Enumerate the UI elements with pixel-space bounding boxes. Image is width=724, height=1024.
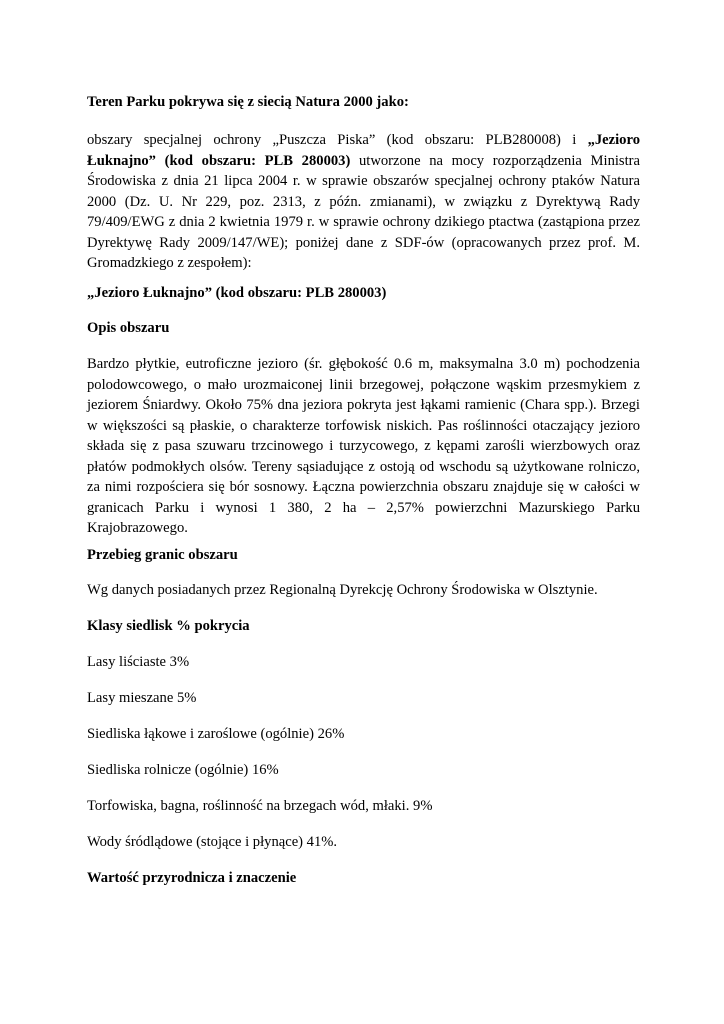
site-heading: „Jezioro Łuknajno” (kod obszaru: PLB 280003) [87,285,387,301]
habitat-class-item: Lasy mieszane 5% [87,690,197,706]
klasy-heading: Klasy siedlisk % pokrycia [87,618,250,634]
intro-paragraph [87,130,640,274]
granice-heading: Przebieg granic obszaru [87,547,238,563]
habitat-class-item: Torfowiska, bagna, roślinność na brzegach wód, młaki. 9% [87,798,433,814]
wartosc-heading: Wartość przyrodnicza i znaczenie [87,870,297,886]
granice-paragraph: Wg danych posiadanych przez Regionalną Dyrekcję Ochrony Środowiska w Olsztynie. [87,582,598,598]
intro-text-part1: obszary specjalnej ochrony „Puszcza Piska” (kod obszaru: PLB280008) i [87,132,588,148]
habitat-class-item: Siedliska rolnicze (ogólnie) 16% [87,762,279,778]
opis-paragraph: Bardzo płytkie, eutroficzne jezioro (śr. głębokość 0.6 m, maksymalna 3.0 m) pochodzenia polodowcowego, o mało urozmaiconej linii brzegowej, połączone wąskim przesmykiem z jeziorem Śniardwy. Około 75% dna jeziora pokryta jest łąkami ramienic (Chara spp.). Brzegi w większości są płaskie, o charakterze torfowisk niskich. Pas roślinności otaczający jezioro składa się z pasa szuwaru trzcinowego i turzycowego, z kępami zarośli wierzbowych oraz płatów podmokłych olsów. Tereny sąsiadujące z ostoją od wschodu są użytkowane rolniczo, za nimi rozpościera się bór sosnowy. Łączna powierzchnia obszaru znajduje się w całości w granicach Parku i wynosi 1 380, 2 ha – 2,57% powierzchni Mazurskiego Parku Krajobrazowego. [87,356,640,536]
habitat-class-item: Wody śródlądowe (stojące i płynące) 41%. [87,834,338,850]
intro-text-part3: utworzone na mocy rozporządzenia Ministra Środowiska z dnia 21 lipca 2004 r. w sprawie obszarów specjalnej ochrony ptaków Natura 2000 (Dz. U. Nr 229, poz. 2313, z późn. zmianami), w związku z Dyrektywą Rady 79/409/EWG z dnia 2 kwietnia 1979 r. w sprawie ochrony dzikiego ptactwa (zastąpiona przez Dyrektywę Rady 2009/147/WE); poniżej dane z SDF-ów (opracowanych przez prof. M. Gromadzkiego z zespołem): [87,152,640,271]
habitat-class-item: Lasy liściaste 3% [87,654,190,670]
intro-text-site-name: „Jezioro Łuknajno” (kod obszaru: PLB 280003) [87,132,640,169]
main-heading: Teren Parku pokrywa się z siecią Natura 2000 jako: [87,94,409,110]
opis-heading: Opis obszaru [87,320,170,336]
habitat-class-item: Siedliska łąkowe i zaroślowe (ogólnie) 26% [87,726,345,742]
